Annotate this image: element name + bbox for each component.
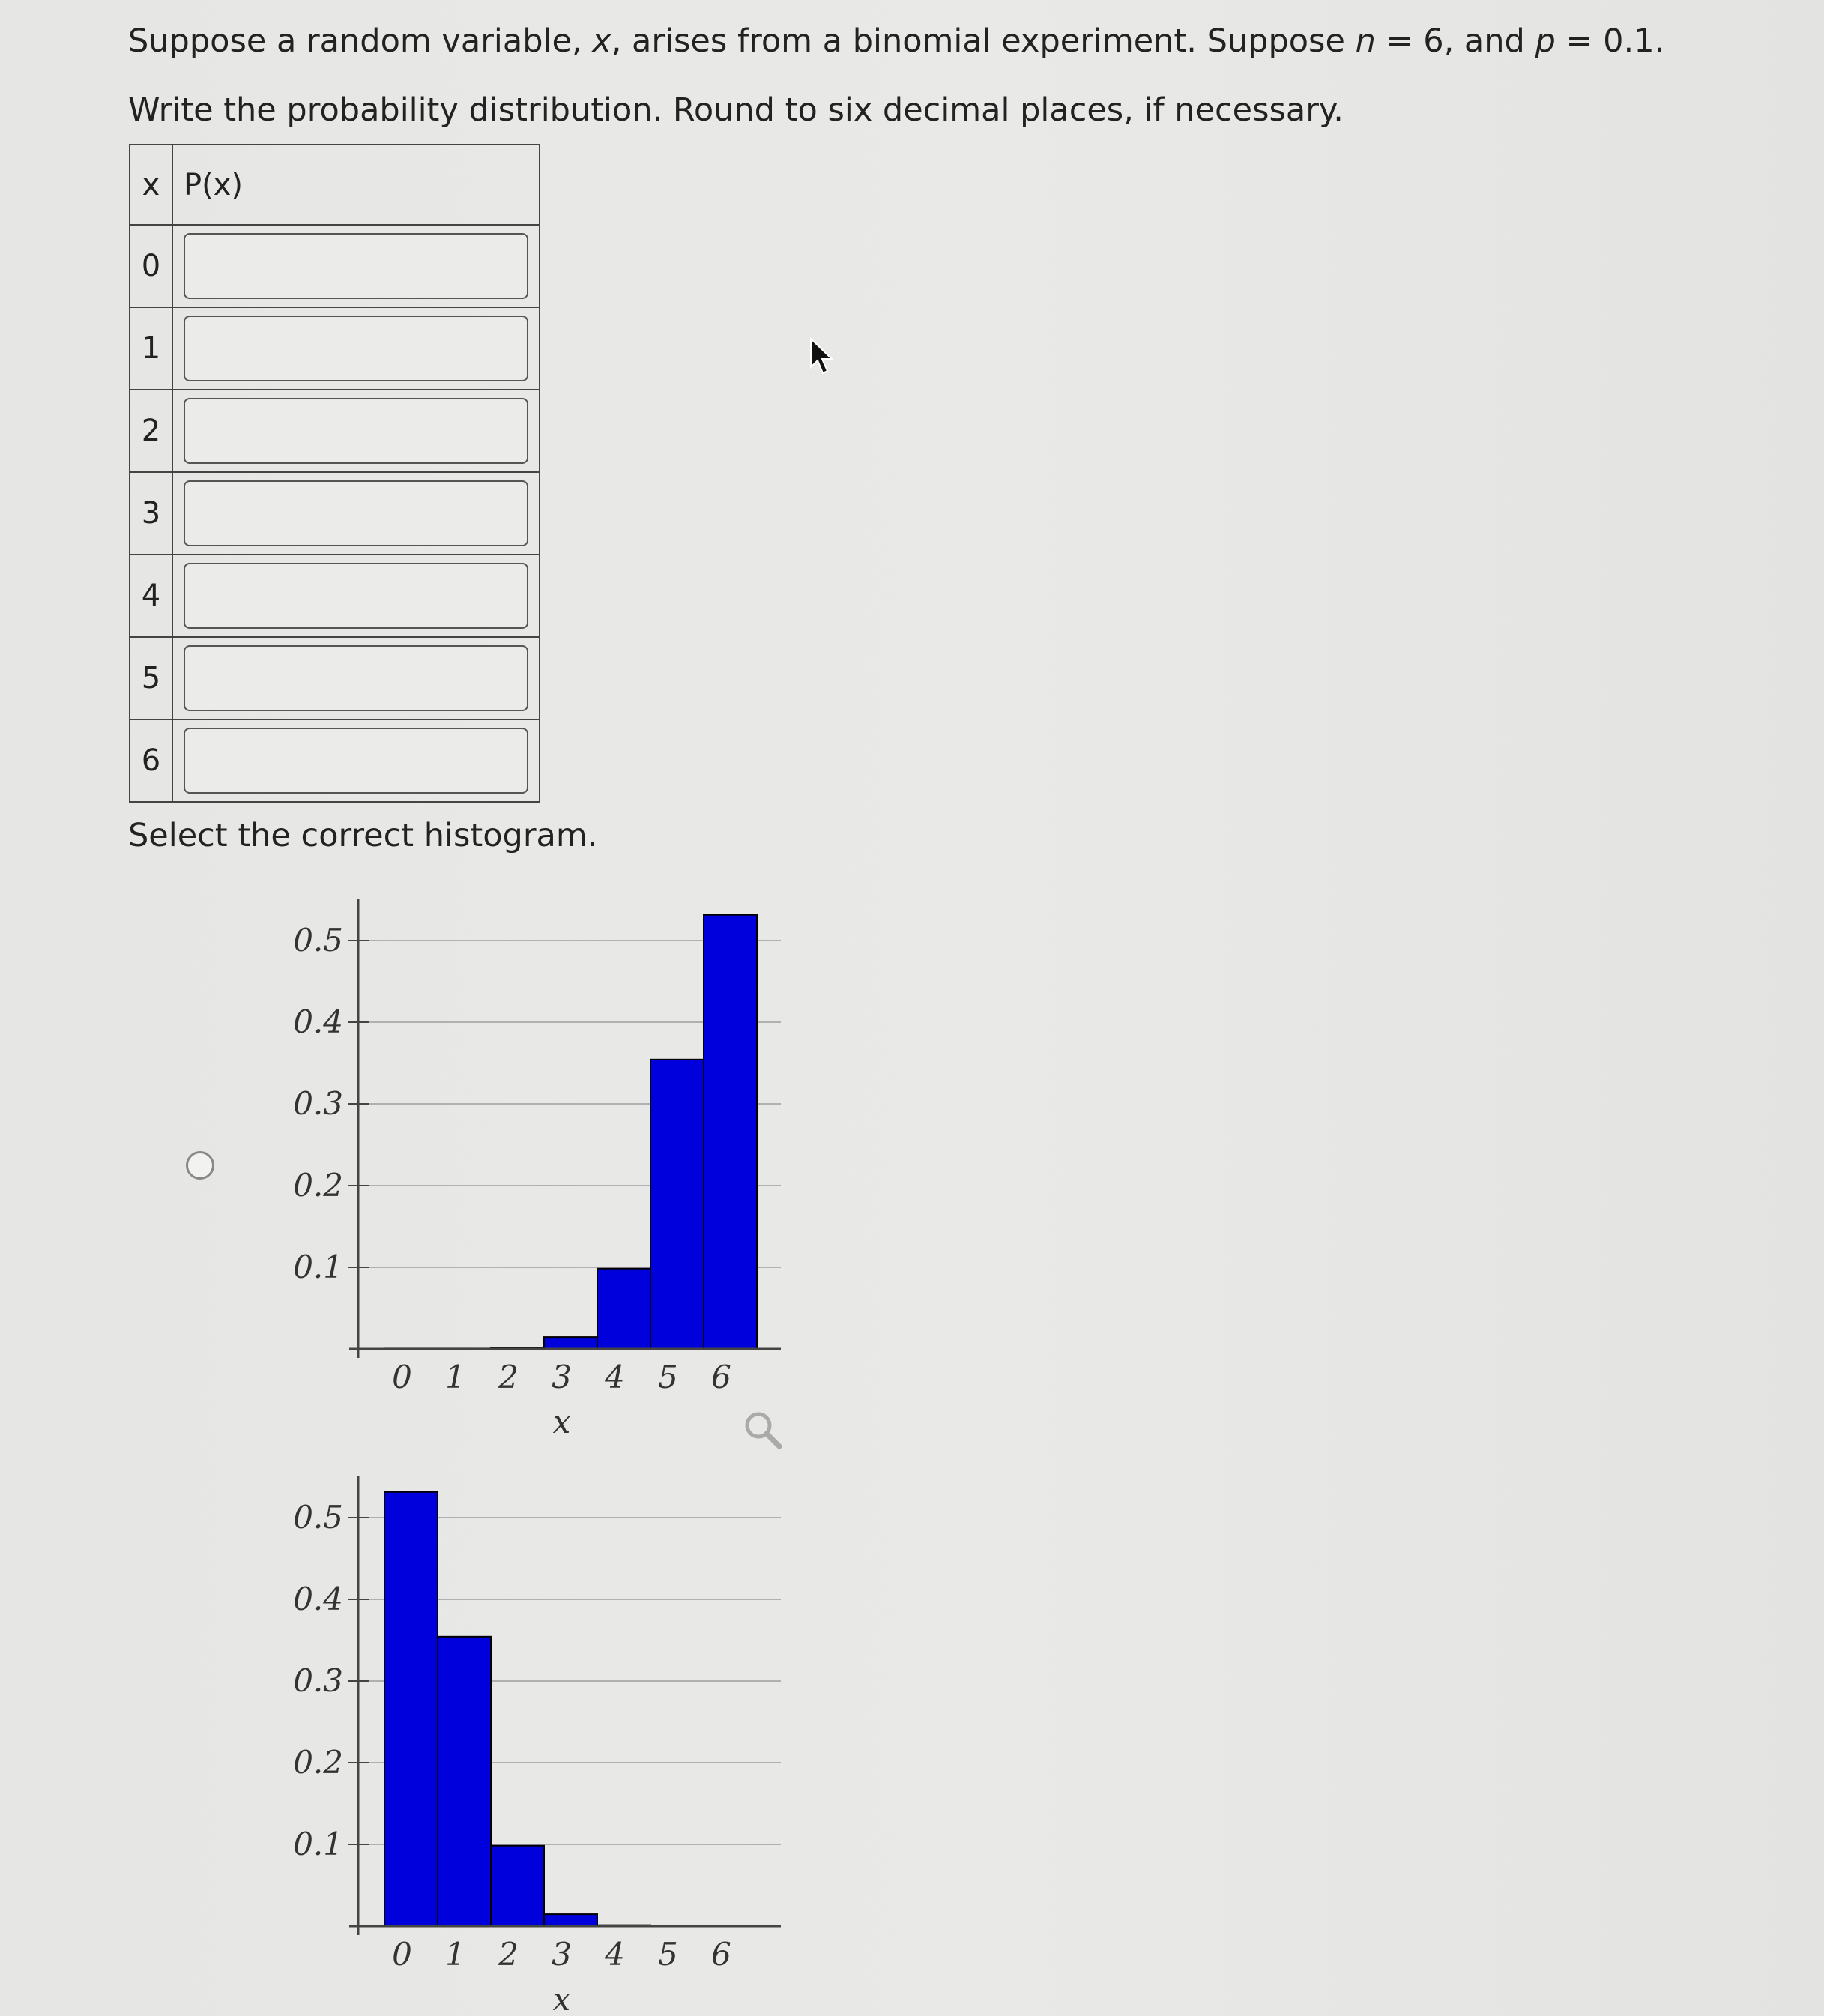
row-x-value: 4: [130, 555, 172, 637]
px-input-4[interactable]: [184, 563, 528, 629]
histogram-bar: [597, 1269, 650, 1349]
table-row: [130, 225, 540, 307]
y-tick-label: 0.2: [293, 1167, 343, 1204]
x-tick-label: 6: [711, 1936, 731, 1973]
x-tick-label: 5: [658, 1936, 678, 1973]
x-tick-label: 3: [552, 1936, 572, 1973]
row-px-cell: [172, 390, 540, 472]
x-tick-label: 4: [605, 1936, 625, 1973]
y-tick-label: 0.3: [293, 1085, 343, 1122]
table-row: [130, 555, 540, 637]
px-input-5[interactable]: [184, 645, 528, 711]
table-row: [130, 472, 540, 555]
header-x: x: [130, 145, 172, 225]
row-px-cell: [172, 555, 540, 637]
histogram-bar: [438, 1637, 491, 1926]
magnifier-icon[interactable]: [742, 1409, 784, 1451]
histogram-option-2: [277, 1476, 787, 2016]
histogram-bar: [491, 1846, 544, 1926]
table-row: [130, 390, 540, 472]
q1-var: x: [592, 22, 611, 60]
x-axis-label: x: [552, 1981, 571, 2016]
histogram-bar: [650, 1060, 704, 1349]
px-input-3[interactable]: [184, 480, 528, 546]
x-tick-label: 2: [498, 1936, 519, 1973]
x-tick-label: 4: [605, 1359, 625, 1395]
x-tick-label: 1: [445, 1359, 465, 1395]
row-px-cell: [172, 225, 540, 307]
x-tick-label: 1: [445, 1936, 465, 1973]
question-line-1: [128, 22, 1664, 60]
y-tick-label: 0.2: [293, 1744, 343, 1781]
q1-p: p: [1535, 22, 1556, 60]
q1-p-val: = 0.1.: [1555, 22, 1665, 60]
table-row: [130, 307, 540, 390]
row-px-cell: [172, 637, 540, 719]
histogram-option-1: [277, 899, 787, 1439]
px-input-6[interactable]: [184, 728, 528, 794]
x-tick-label: 2: [498, 1359, 519, 1395]
row-x-value: 1: [130, 307, 172, 390]
question-line-2: Write the probability distribution. Round to six decimal places, if necessary.: [128, 91, 1344, 129]
row-x-value: 2: [130, 390, 172, 472]
row-x-value: 3: [130, 472, 172, 555]
table-row: [130, 637, 540, 719]
x-axis-label: x: [552, 1404, 571, 1440]
pointer-cursor-icon: [809, 337, 835, 376]
row-x-value: 0: [130, 225, 172, 307]
select-histogram-label: Select the correct histogram.: [128, 817, 598, 854]
y-tick-label: 0.3: [293, 1662, 343, 1699]
y-tick-label: 0.1: [293, 1249, 343, 1285]
px-input-1[interactable]: [184, 316, 528, 381]
row-px-cell: [172, 472, 540, 555]
q1-prefix: Suppose a random variable,: [128, 22, 593, 60]
y-tick-label: 0.5: [293, 1499, 343, 1536]
row-px-cell: [172, 307, 540, 390]
x-tick-label: 0: [392, 1936, 412, 1973]
px-input-0[interactable]: [184, 233, 528, 299]
y-tick-label: 0.5: [293, 922, 343, 959]
x-tick-label: 0: [392, 1359, 412, 1395]
x-tick-label: 6: [711, 1359, 731, 1395]
histogram-bar: [544, 1914, 597, 1926]
q1-mid: , arises from a binomial experiment. Suppose: [611, 22, 1356, 60]
x-tick-label: 5: [658, 1359, 678, 1395]
row-px-cell: [172, 719, 540, 802]
q1-n-val: = 6, and: [1375, 22, 1535, 60]
histogram-bar: [384, 1492, 438, 1926]
histogram-bar: [544, 1337, 597, 1349]
y-tick-label: 0.1: [293, 1826, 343, 1862]
x-tick-label: 3: [552, 1359, 572, 1395]
px-input-2[interactable]: [184, 398, 528, 464]
probability-distribution-table: [129, 144, 540, 803]
row-x-value: 6: [130, 719, 172, 802]
header-px: P(x): [172, 145, 540, 225]
y-tick-label: 0.4: [293, 1581, 343, 1617]
histogram-option-1-radio-icon[interactable]: [186, 1151, 214, 1180]
y-tick-label: 0.4: [293, 1004, 343, 1040]
histogram-bar: [704, 915, 757, 1349]
q1-n: n: [1355, 22, 1376, 60]
table-header-row: [130, 145, 540, 225]
row-x-value: 5: [130, 637, 172, 719]
table-row: [130, 719, 540, 802]
